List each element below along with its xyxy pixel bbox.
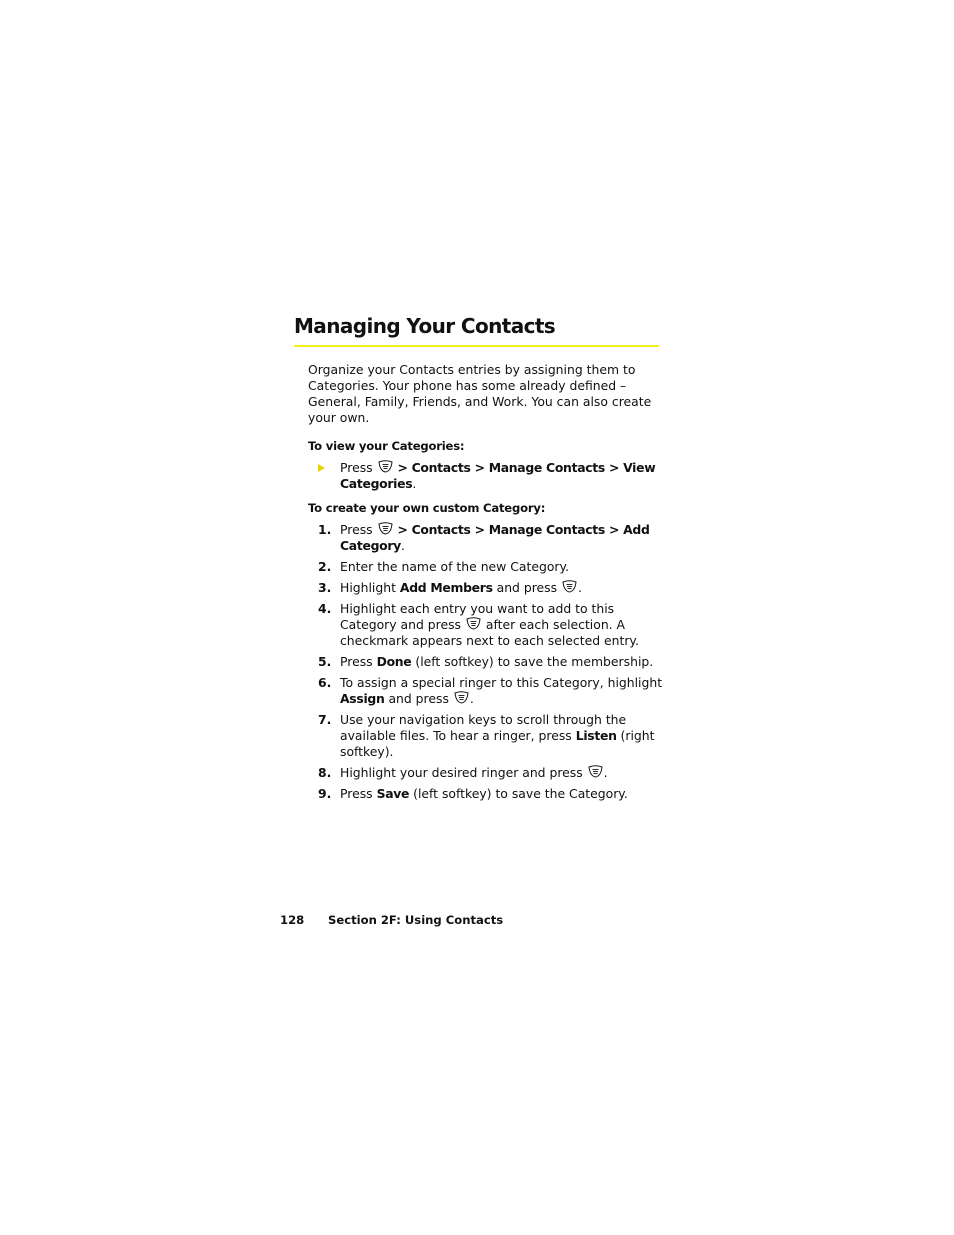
step-text: Press — [340, 786, 373, 801]
menu-ok-key-icon — [378, 522, 393, 535]
view-step — [308, 460, 668, 492]
step-text: . — [469, 691, 474, 706]
step-item — [308, 654, 668, 670]
step-item — [308, 765, 668, 781]
step-text: Press — [340, 522, 373, 537]
step-text: Highlight your desired ringer and press — [340, 765, 583, 780]
step-item — [308, 712, 668, 760]
step-item — [308, 559, 668, 575]
step-number: 4. — [318, 601, 332, 616]
step-item — [308, 580, 668, 596]
create-category-subhead: To create your own custom Category: — [308, 501, 546, 515]
step-text: Press — [340, 460, 373, 475]
menu-path: > Contacts > Manage Contacts > View Categories — [340, 460, 656, 491]
page-title: Managing Your Contacts — [294, 314, 556, 338]
softkey-name: Listen — [575, 728, 617, 743]
menu-path: > Contacts > Manage Contacts > Add Category — [340, 522, 650, 553]
step-text: Press — [340, 654, 373, 669]
step-text: (left softkey) to save the membership. — [415, 654, 654, 669]
softkey-name: Save — [376, 786, 410, 801]
step-text: Enter the name of the new Category. — [340, 559, 570, 574]
title-underline — [294, 345, 659, 347]
section-title: Section 2F: Using Contacts — [328, 913, 504, 927]
step-text: Highlight each entry you want to add to this Category and press — [340, 601, 615, 632]
option-name: Assign — [340, 691, 385, 706]
step-text: (left softkey) to save the Category. — [413, 786, 628, 801]
step-number: 1. — [318, 522, 332, 537]
step-number: 6. — [318, 675, 332, 690]
create-steps — [308, 522, 668, 802]
step-number: 9. — [318, 786, 332, 801]
step-text: (right softkey). — [340, 728, 655, 759]
menu-ok-key-icon — [562, 580, 577, 593]
step-item — [308, 675, 668, 707]
step-text: . — [412, 476, 417, 491]
content-body — [308, 362, 668, 810]
step-text: Use your navigation keys to scroll through the available files. To hear a ringer, press — [340, 712, 627, 743]
triangle-bullet-icon — [318, 464, 325, 472]
step-text: and press — [388, 691, 449, 706]
view-categories-subhead: To view your Categories: — [308, 439, 465, 453]
step-item — [308, 522, 668, 554]
step-text: . — [400, 538, 405, 553]
option-name: Add Members — [399, 580, 493, 595]
intro-paragraph: Organize your Contacts entries by assigning them to Categories. Your phone has some already defined – General, Family, Friends, and Work. You can also create your own. — [308, 362, 652, 425]
view-steps — [308, 460, 668, 492]
step-number: 3. — [318, 580, 332, 595]
step-number: 5. — [318, 654, 332, 669]
page-number: 128 — [280, 913, 305, 927]
menu-ok-key-icon — [466, 617, 481, 630]
softkey-name: Done — [376, 654, 412, 669]
step-item — [308, 786, 668, 802]
step-text: after each selection. A checkmark appears next to each selected entry. — [340, 617, 639, 648]
step-number: 7. — [318, 712, 332, 727]
step-text: To assign a special ringer to this Category, highlight — [340, 675, 663, 690]
menu-ok-key-icon — [588, 765, 603, 778]
step-number: 8. — [318, 765, 332, 780]
step-text: Highlight — [340, 580, 396, 595]
step-text: . — [603, 765, 608, 780]
step-number: 2. — [318, 559, 332, 574]
step-text: . — [578, 580, 582, 595]
step-item — [308, 601, 668, 649]
menu-ok-key-icon — [378, 460, 393, 473]
step-text: and press — [496, 580, 558, 595]
menu-ok-key-icon — [454, 691, 469, 704]
